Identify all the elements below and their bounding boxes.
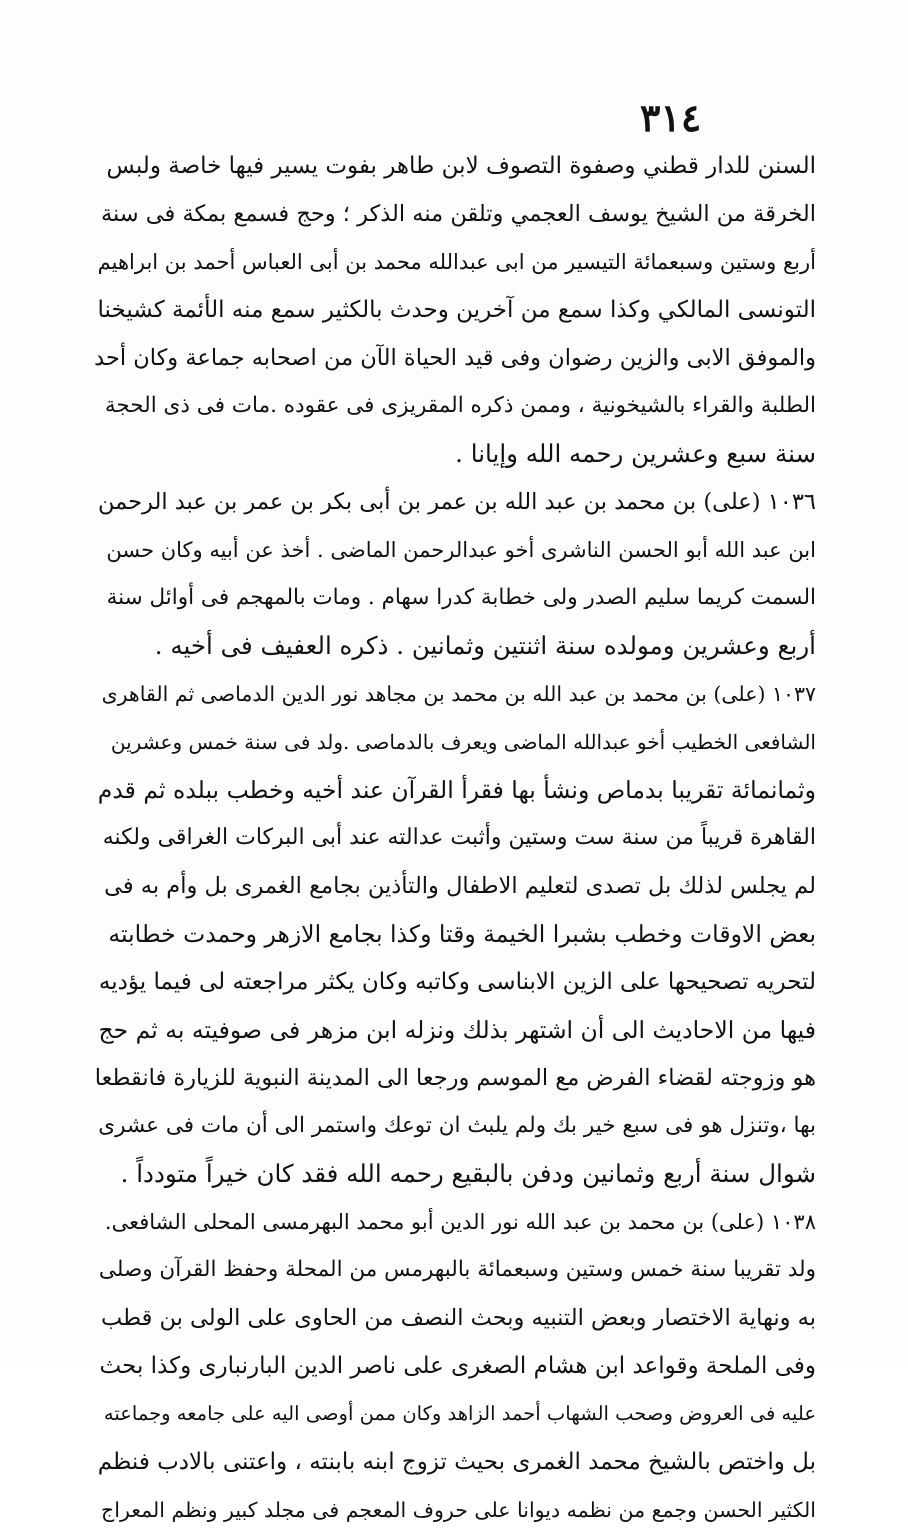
text-line: القاهرة قريباً من سنة ست وستين وأثبت عدالته عند أبى البركات الغراقى ولكنه (102, 825, 816, 850)
entry-1038-line: ١٠٣٨ (على) بن محمد بن عبد الله نور الدين أبو محمد البهرمسى المحلى الشافعى. (104, 1210, 816, 1234)
entry-1036-line: ١٠٣٦ (على) بن محمد بن عبد الله بن عمر بن أبى بكر بن عمر بن عبد الرحمن (98, 489, 816, 515)
text-line: السنن للدار قطني وصفوة التصوف لابن طاهر بفوت يسير فيها خاصة ولبس (106, 153, 816, 179)
text-line: ابن عبد الله أبو الحسن الناشرى أخو عبدالرحمن الماضى . أخذ عن أبيه وكان حسن (106, 538, 816, 562)
text-line: بها ،وتنزل هو فى سبع خير بك ولم يلبث ان توعك واستمر الى أن مات فى عشرى (98, 1113, 816, 1138)
text-line: وثمانمائة تقريبا بدماص ونشأ بها فقرأ القرآن عند أخيه وخطب ببلده ثم قدم (97, 776, 816, 804)
text-line: الشافعى الخطيب أخو عبدالله الماضى ويعرف بالدماصى .ولد فى سنة خمس وعشرين (110, 730, 816, 754)
text-line: عليه فى العروض وصحب الشهاب أحمد الزاهد وكان ممن أوصى اليه على جامعه وجماعته (103, 1402, 816, 1425)
text-line: هو وزوجته لقضاء الفرض مع الموسم ورجعا الى المدينة النبوية للزيارة فانقطعا (94, 1065, 816, 1091)
text-line: فيها من الاحاديث الى أن اشتهر بذلك ونزله ابن مزهر فى صوفيته به ثم حج (98, 1016, 816, 1044)
text-line: شوال سنة أربع وثمانين ودفن بالبقيع رحمه الله فقد كان خيراً متودداً . (120, 1159, 816, 1188)
body-text (94, 142, 816, 1534)
text-line: والموفق الابى والزين رضوان وفى قيد الحياة الآن من اصحابه جماعة وكان أحد (94, 345, 816, 371)
text-line: الطلبة والقراء بالشيخونية ، وممن ذكره المقريزى فى عقوده .مات فى ذى الحجة (104, 393, 816, 418)
text-line: أربع وستين وسبعمائة التيسير من ابى عبدالله محمد بن أبى العباس أحمد بن ابراهيم (97, 250, 816, 274)
text-line: أربع وعشرين ومولده سنة اثنتين وثمانين . ذكره العفيف فى أخيه . (154, 631, 816, 660)
text-line: سنة سبع وعشرين رحمه الله وإيانا . (455, 439, 816, 468)
text-line: التونسى المالكي وكذا سمع من آخرين وحدث بالكثير سمع منه الأئمة كشيخنا (97, 297, 816, 323)
text-line: ولد تقريبا سنة خمس وستين وسبعمائة بالبهرمس من المحلة وحفظ القرآن وصلى (98, 1257, 816, 1282)
text-line: به ونهاية الاختصار وبعض التنبيه وبحث النصف من الحاوى على الولى بن قطب (101, 1305, 816, 1331)
entry-1037-line: ١٠٣٧ (على) بن محمد بن عبد الله بن محمد بن مجاهد نور الدين الدماصى ثم القاهرى (101, 682, 816, 706)
text-line: وفى الملحة وقواعد ابن هشام الصغرى على ناصر الدين البارنبارى وكذا بحث (99, 1353, 816, 1379)
text-line: لم يجلس لذلك بل تصدى لتعليم الاطفال والتأذين بجامع الغمرى بل وأم به فى (104, 873, 816, 899)
text-line: الخرقة من الشيخ يوسف العجمي وتلقن منه الذكر ؛ وحج فسمع بمكة فى سنة (100, 201, 816, 227)
text-line: لتحريه تصحيحها على الزين الابناسى وكاتبه وكان يكثر مراجعته لى فيما يؤديه (98, 969, 816, 995)
text-line: السمت كريما سليم الصدر ولى خطابة كدرا سهام . ومات بالمهجم فى أوائل سنة (106, 585, 816, 610)
text-line: بل واختص بالشيخ محمد الغمرى بحيث تزوج ابنه بابنته ، واعتنى بالادب فنظم (97, 1449, 816, 1475)
text-line: بعض الاوقات وخطب بشبرا الخيمة وقتا وكذا بجامع الازهر وحمدت خطابته (108, 920, 816, 948)
text-line: الكثير الحسن وجمع من نظمه ديوانا على حروف المعجم فى مجلد كبير ونظم المعراج (101, 1498, 816, 1522)
page-number: ٣١٤ (640, 95, 702, 140)
